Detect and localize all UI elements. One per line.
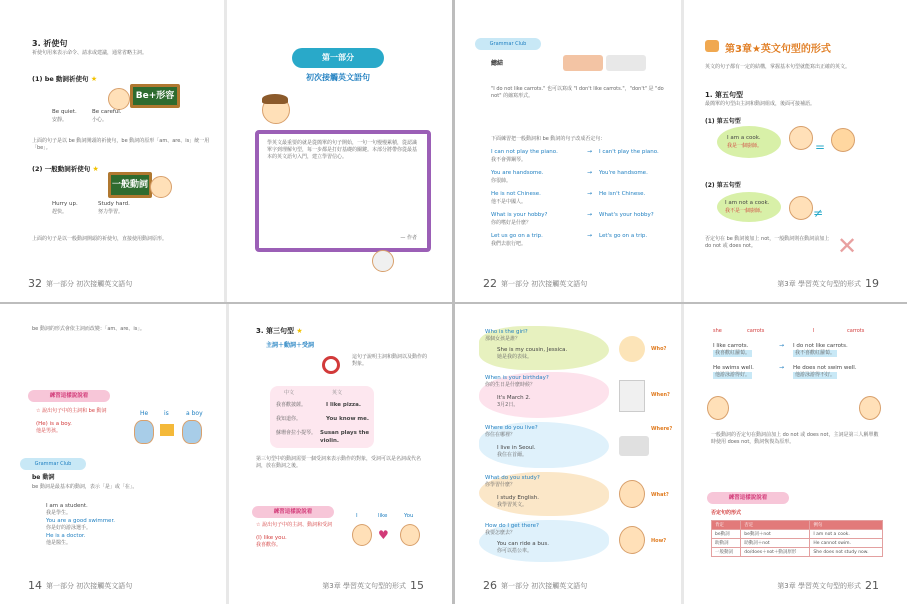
table-cell-zh: 我喜歡披薩。: [276, 402, 307, 408]
list-item-en-text: He is a doctor.: [46, 533, 86, 539]
equals-icon: [160, 424, 174, 436]
qa-answer-zh: 我住在首爾。: [497, 452, 528, 458]
footer-label: 第3章 學習英文句型的形式: [777, 581, 861, 590]
formula-is: is: [164, 410, 169, 417]
star-icon: ★: [92, 165, 99, 173]
qa-question-zh: 你住在哪裡？: [485, 432, 516, 438]
page-footer: [28, 277, 132, 290]
be-example-2: Be careful.: [92, 109, 122, 115]
example-en: I am not a cook.: [725, 200, 770, 206]
page-number: 19: [865, 277, 879, 290]
bubble-label: When?: [651, 392, 670, 398]
verb-example-1: Hurry up.: [52, 201, 78, 207]
kid-illustration: [619, 526, 645, 554]
formula-text: 主詞＋動詞＋受詞: [266, 342, 315, 349]
page-number: 14: [28, 579, 42, 592]
negative-zh: 他游泳游得不好。: [795, 372, 836, 378]
qa-question-zh: 你學習什麼？: [485, 482, 516, 488]
list-item: [491, 232, 671, 253]
qa-answer-zh: 你可以搭公車。: [497, 548, 533, 554]
book-gutter: [681, 304, 684, 604]
table-header-row: [712, 521, 883, 530]
heart-icon: ♥: [378, 528, 389, 542]
short-form: Let's go on a trip.: [599, 233, 648, 239]
qa-answer: I live in Seoul.: [497, 445, 536, 451]
table-row: [712, 548, 883, 557]
table-cell-zh: 蘇珊會拉小提琴。: [276, 430, 317, 436]
tail-text: 否定句在 be 動詞後加上 not，一般動詞則在動詞前加上 do not 或 does not。: [705, 236, 830, 249]
qa-question-zh: 那個女孩是誰？: [485, 336, 521, 342]
negative-en: [793, 342, 848, 350]
footer-label: 第3章 學習英文句型的形式: [322, 581, 406, 590]
star-icon: ★: [90, 75, 98, 83]
practice-gloss: 我喜歡你。: [256, 542, 282, 548]
example-zh: 我是一個廚師。: [727, 143, 763, 149]
affirmative-zh: 我喜歡紅蘿蔔。: [715, 350, 751, 356]
verb-note: 上面的句子是以一般動詞開頭的祈使句，直接使用動詞原形。: [32, 236, 168, 242]
book-gutter: [224, 0, 227, 302]
arrow-right-icon: →: [587, 190, 593, 197]
qa-question-zh: 你的生日是什麼時候？: [485, 382, 536, 388]
kid-illustration: [108, 88, 130, 110]
arrow-right-icon: →: [779, 364, 785, 371]
table-cell: be動詞: [712, 530, 741, 539]
part-subtitle: 初次接觸英文語句: [306, 73, 370, 82]
short-form: What's your hobby?: [599, 212, 654, 218]
bubble-label: What?: [651, 492, 669, 498]
full-form: You are handsome.: [491, 170, 544, 176]
page-footer: [483, 277, 587, 290]
qa-item: [479, 326, 675, 372]
page-26: [455, 304, 907, 604]
kid-illustration: [789, 196, 813, 220]
mini-you: You: [404, 513, 414, 519]
be-heading: be 動詞: [32, 474, 55, 481]
qa-answer-zh: 我學習英文。: [497, 502, 528, 508]
chalkboard: 一般動詞: [108, 172, 152, 198]
affirmative-en: I like carrots.: [713, 343, 749, 349]
intro-text: 祈使句用來表示命令、請求或建議，通常省略主詞。: [32, 50, 148, 56]
kid-illustration: [372, 250, 394, 272]
arrow-right-icon: →: [587, 169, 593, 176]
formula-note: 這句子說明主詞和動詞以及動作的對象。: [352, 354, 428, 367]
top-label: she: [713, 328, 722, 334]
table-cell: She does not study now.: [810, 548, 883, 557]
qa-question: Who is the girl?: [485, 329, 528, 335]
table-cell-zh: 我知道你。: [276, 416, 302, 422]
page-number: 22: [483, 277, 497, 290]
qa-answer: It's March 2.: [497, 395, 531, 401]
page-number: 26: [483, 579, 497, 592]
footer-label: 第一部分 初次接觸英文語句: [501, 279, 588, 288]
example-en: I am a cook.: [727, 135, 761, 141]
table-cell: I am not a cook.: [810, 530, 883, 539]
verb-gloss-1: 趕快。: [52, 209, 68, 215]
practice-line: ☆ 說出句子中的主詞和 be 動詞: [36, 408, 107, 414]
table-header-cell: 例句: [810, 521, 883, 530]
book-gutter: [226, 304, 229, 604]
page-footer: [777, 277, 879, 290]
affirmative-zh: 他游泳游得好。: [715, 372, 751, 378]
qa-question: How do I get there?: [485, 523, 539, 529]
chinese-gloss: 你很帥。: [491, 178, 512, 184]
subsection-heading: (2) 第五句型: [705, 182, 741, 189]
intro-box-text: 學英文最重要的就是從簡單的句子開始，一句一句慢慢累積，從認識單字到理解句型，每一步都是打好基礎的關鍵。本部分將帶你從最基本的英文語句入門，建立學習信心。: [267, 140, 418, 160]
practice-example: (He) is a boy.: [36, 421, 72, 427]
practice-title: 練習這樣說說看: [252, 506, 334, 518]
list-item-en: I am a student.: [46, 503, 88, 509]
subsection-heading: (1) 第五句型: [705, 118, 741, 125]
qa-item: [479, 422, 675, 472]
bubble-label: Where?: [651, 426, 673, 432]
keyboard-illustration: [563, 55, 663, 73]
kid-illustration: [859, 396, 881, 420]
table-title: 否定句的形式: [711, 510, 742, 516]
table-cell: He cannot swim.: [810, 539, 883, 548]
formula-a-boy: a boy: [186, 410, 203, 417]
arrow-right-icon: →: [587, 211, 593, 218]
qa-list: [479, 326, 675, 566]
chinese-gloss: 我不會彈鋼琴。: [491, 157, 527, 163]
negation-panel: [707, 328, 883, 390]
arrow-right-icon: →: [779, 342, 785, 349]
practice-example: (I) like you.: [256, 535, 287, 541]
list-item-en-text: You are a good swimmer.: [46, 518, 115, 524]
footer-label: 第一部分 初次接觸英文語句: [46, 279, 133, 288]
table-cell: do/does＋not＋動詞原形: [741, 548, 810, 557]
bubble-label: Who?: [651, 346, 667, 352]
equals-icon: =: [815, 140, 826, 154]
page-footer: [322, 579, 424, 592]
qa-item: [479, 520, 675, 566]
body-text: 第三句型中的動詞需要一個受詞來表示動作的對象，受詞可以是名詞或代名詞，放在動詞之後。: [256, 456, 422, 469]
page-footer: [483, 579, 587, 592]
intro-box-sign: — 作者: [400, 235, 417, 241]
section-text: 最簡單的句型由主詞和動詞組成，後面可接補語。: [705, 101, 816, 107]
question-bubble-icon: [619, 336, 645, 362]
qa-item: [479, 372, 675, 422]
list-item-zh: 你是好的游泳選手。: [46, 525, 92, 531]
page-number: 15: [410, 579, 424, 592]
page-14: [0, 304, 452, 604]
section-title: 3. 祈使句: [32, 39, 68, 48]
grammar-tab: Grammar Club: [20, 458, 86, 470]
arrow-right-icon: →: [587, 148, 593, 155]
practice-line: ☆ 說出句子中的主詞、動詞和受詞: [256, 522, 333, 528]
qa-answer-zh: 她是我的表妹。: [497, 354, 533, 360]
grammar-tab: Grammar Club: [475, 38, 541, 50]
qa-question: Where do you live?: [485, 425, 538, 431]
book-gutter: [681, 0, 684, 302]
formula-he: He: [140, 410, 149, 417]
be-example-1: Be quiet.: [52, 109, 77, 115]
chapter-title: 第3章★英文句型的形式: [725, 44, 831, 55]
chinese-gloss: 他不是中國人。: [491, 199, 527, 205]
table-cell-en: I like pizza.: [326, 402, 361, 408]
bubble-label: How?: [651, 538, 667, 544]
page-footer: [777, 579, 879, 592]
table-cell: 助動詞: [712, 539, 741, 548]
be-subheading-text: (1) be 動詞祈使句: [32, 75, 89, 83]
be-gloss-2: 小心。: [92, 117, 108, 123]
list-item-en: [46, 517, 115, 525]
top-label: carrots: [847, 328, 865, 334]
contraction-list: [491, 148, 671, 253]
page-22: [455, 0, 907, 302]
page-footer: [28, 579, 132, 592]
list-item: [491, 169, 671, 190]
list-item-en: [46, 532, 115, 540]
footer-label: 第一部分 初次接觸英文語句: [46, 581, 133, 590]
example-bubble: [717, 126, 781, 158]
negative-zh: 我不喜歡紅蘿蔔。: [795, 350, 836, 356]
short-form: You're handsome.: [599, 170, 648, 176]
table-header-cell: 否定: [741, 521, 810, 530]
practice-title: 練習這樣說說看: [707, 492, 789, 504]
qa-question-zh: 我要怎麼去？: [485, 530, 516, 536]
boy-illustration: [134, 420, 154, 444]
short-form: I can't play the piano.: [599, 149, 659, 155]
part-ribbon: 第一部分: [292, 48, 384, 68]
summary-heading: 總結: [491, 60, 504, 67]
section-heading: [256, 326, 303, 336]
contraction-quote: "I do not like carrots." 也可以寫成 "I don't like carrots."，"don't" 是 "do not" 的縮寫形式。: [491, 86, 664, 99]
arrow-right-icon: →: [587, 232, 593, 239]
list-item-zh: 我是學生。: [46, 510, 72, 516]
verb-gloss-2: 努力學習。: [98, 209, 124, 215]
top-label: carrots: [747, 328, 765, 334]
col-zh-header: 中文: [284, 390, 295, 396]
section-heading: 1. 第五句型: [705, 91, 743, 99]
intro-box: [255, 130, 431, 252]
negation-table: [711, 520, 883, 557]
boy-illustration: [182, 420, 202, 444]
kid-illustration: [707, 396, 729, 420]
kid-illustration: [789, 126, 813, 150]
kid-illustration: [352, 524, 372, 546]
table-cell: be動詞＋not: [741, 530, 810, 539]
mini-i: I: [356, 513, 358, 519]
list-item: [491, 211, 671, 232]
negative-en: He does not swim well.: [793, 365, 857, 371]
be-gloss-1: 安靜。: [52, 117, 68, 123]
piano-icon: [606, 55, 646, 71]
kid-illustration: [400, 524, 420, 546]
table-row: [712, 539, 883, 548]
cross-icon: ✕: [837, 232, 858, 260]
qa-answer: I study English.: [497, 495, 539, 501]
calendar-icon: [619, 380, 645, 412]
example-bubble: [717, 192, 781, 222]
practice-gloss: 他是男孩。: [36, 428, 62, 434]
top-label: I: [813, 328, 815, 334]
section-heading-text: 3. 第三句型: [256, 327, 294, 335]
star-icon: ★: [296, 327, 303, 335]
mini-like: like: [378, 513, 388, 519]
piano-icon: [563, 55, 603, 71]
chinese-gloss: 我們去旅行吧。: [491, 241, 527, 247]
page-32: [0, 0, 452, 302]
chinese-gloss: 你的嗜好是什麼？: [491, 220, 532, 226]
col-en-header: 英文: [332, 390, 343, 396]
table-header-cell: 肯定: [712, 521, 741, 530]
full-form: I can not play the piano.: [491, 149, 558, 155]
house-icon: [619, 436, 649, 456]
be-subheading: [32, 74, 97, 83]
be-note: 上面的句子是以 be 動詞開頭的祈使句，be 動詞的原形「am、are、is」統一用「be」。: [32, 138, 210, 151]
qa-answer-zh: 3月2日。: [497, 402, 519, 408]
be-text: be 動詞是最基本的動詞，表示「是」或「在」。: [32, 484, 138, 490]
target-icon: [322, 356, 340, 374]
list-item-zh: 他是醫生。: [46, 540, 72, 546]
negative-en-text: I do not like carrots.: [793, 343, 848, 349]
full-form: What is your hobby?: [491, 212, 548, 218]
table-cell: 助動詞＋not: [741, 539, 810, 548]
qa-question: When is your birthday?: [485, 375, 549, 381]
practice-title: 練習這樣說說看: [28, 390, 110, 402]
example-zh: 我不是一個廚師。: [725, 208, 766, 214]
kid-hair: [262, 94, 288, 104]
be-list: [46, 502, 115, 547]
page-number: 32: [28, 277, 42, 290]
kid-illustration: [619, 480, 645, 508]
footer-label: 第3章 學習英文句型的形式: [777, 279, 861, 288]
table-cell-en: You know me.: [326, 416, 369, 422]
table-cell: 一般動詞: [712, 548, 741, 557]
qa-question: What do you study?: [485, 475, 540, 481]
table-cell-en: Susan plays the violin.: [320, 430, 370, 444]
full-form: He is not Chinese.: [491, 191, 541, 197]
qa-item: [479, 472, 675, 520]
chapter-icon: [705, 40, 719, 52]
kid-illustration: [150, 176, 172, 198]
affirmative-en: He swims well.: [713, 365, 754, 371]
chef-illustration: [831, 128, 855, 152]
list-item: [491, 190, 671, 211]
short-form: He isn't Chinese.: [599, 191, 646, 197]
verb-example-2: Study hard.: [98, 201, 130, 207]
qa-answer: She is my cousin, Jessica.: [497, 347, 568, 353]
qa-answer: You can ride a bus.: [497, 541, 549, 547]
not-equal-icon: ≠: [813, 206, 824, 220]
body-text: 一般動詞的否定句在動詞前加上 do not 或 does not，主詞是第三人稱單數時使用 does not，動詞恢復為原形。: [711, 432, 879, 445]
table-row: [712, 530, 883, 539]
verb-subheading: [32, 164, 99, 173]
chapter-intro: 英文的句子都有一定的結構，掌握基本句型就能寫出正確的英文。: [705, 64, 851, 70]
full-form: Let us go on a trip.: [491, 233, 543, 239]
footer-label: 第一部分 初次接觸英文語句: [501, 581, 588, 590]
list-item: [491, 148, 671, 169]
example-table: [270, 386, 374, 448]
chalkboard: Be+形容詞: [130, 84, 180, 108]
verb-subheading-text: (2) 一般動詞祈使句: [32, 165, 91, 173]
intro-text: be 動詞的形式會依主詞而改變：「am、are、is」。: [32, 326, 145, 332]
page-number: 21: [865, 579, 879, 592]
practice-intro: 下面練習把一般動詞和 be 動詞的句子改成否定句：: [491, 136, 606, 142]
